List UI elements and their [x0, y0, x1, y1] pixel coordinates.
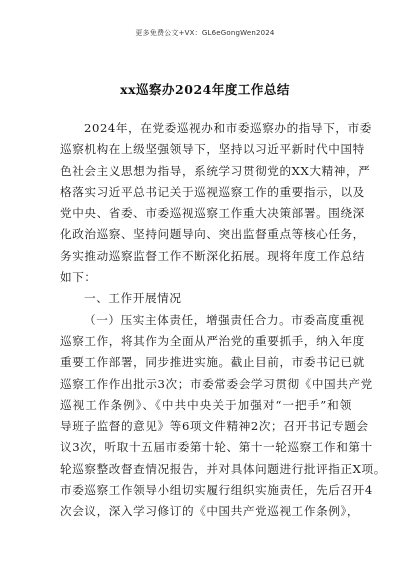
body-text-line: 轮巡察整改督查情况报告，并对具体问题进行批评指正X项。 [60, 461, 386, 476]
document-body [60, 118, 386, 523]
body-text-line: 重要工作部署，同步推进实施。截止目前，市委书记已就 [60, 355, 365, 370]
body-text-line: 次会议，深入学习修订的《中国共产党巡视工作条例》， [60, 504, 360, 519]
body-text-line: 巡察工作，将其作为全面从严治党的重要抓手，纳入年度 [60, 333, 365, 348]
body-text-line: 市委巡察工作领导小组切实履行组织实施责任，先后召开4 [60, 483, 373, 498]
body-text-line: 议3次，听取十五届市委第十轮、第十一轮巡察工作和第十 [60, 440, 373, 455]
body-text-line: 党中央、省委、市委巡视巡察工作重大决策部署。围绕深 [60, 206, 365, 221]
body-text-line: 导班子监督的意见》等6项文件精神2次；召开书记专题会 [60, 419, 369, 434]
body-text-line: 巡察工作作出批示3次；市委常委会学习贯彻《中国共产党 [60, 376, 373, 391]
body-text-line: 2024年，在党委巡视办和市委巡察办的指导下，市委 [84, 121, 372, 135]
header-note: 更多免费公文+VX：GL6eGongWen2024 [135, 29, 275, 37]
body-text-line: 巡察机构在上级坚强领导下，坚持以习近平新时代中国特 [60, 142, 365, 157]
body-text-line: 务实推动巡察监督工作不断深化拓展。现将年度工作总结 [60, 248, 365, 263]
body-text-line: 如下： [60, 270, 97, 285]
section-heading: 一、工作开展情况 [84, 291, 182, 306]
body-text-line: 化政治巡察、坚持问题导向、突出监督重点等核心任务， [60, 227, 365, 242]
document-title: xx巡察办2024年度工作总结 [120, 82, 290, 97]
body-text-line: 巡视工作条例》、《中共中央关于加强对“一把手”和领 [60, 397, 352, 412]
body-text-line: 色社会主义思想为指导，系统学习贯彻党的XX大精神，严 [60, 163, 371, 178]
body-text-line: （一）压实主体责任，增强责任合力。市委高度重视 [84, 312, 365, 327]
body-text-line: 格落实习近平总书记关于巡视巡察工作的重要指示，以及 [60, 184, 365, 199]
